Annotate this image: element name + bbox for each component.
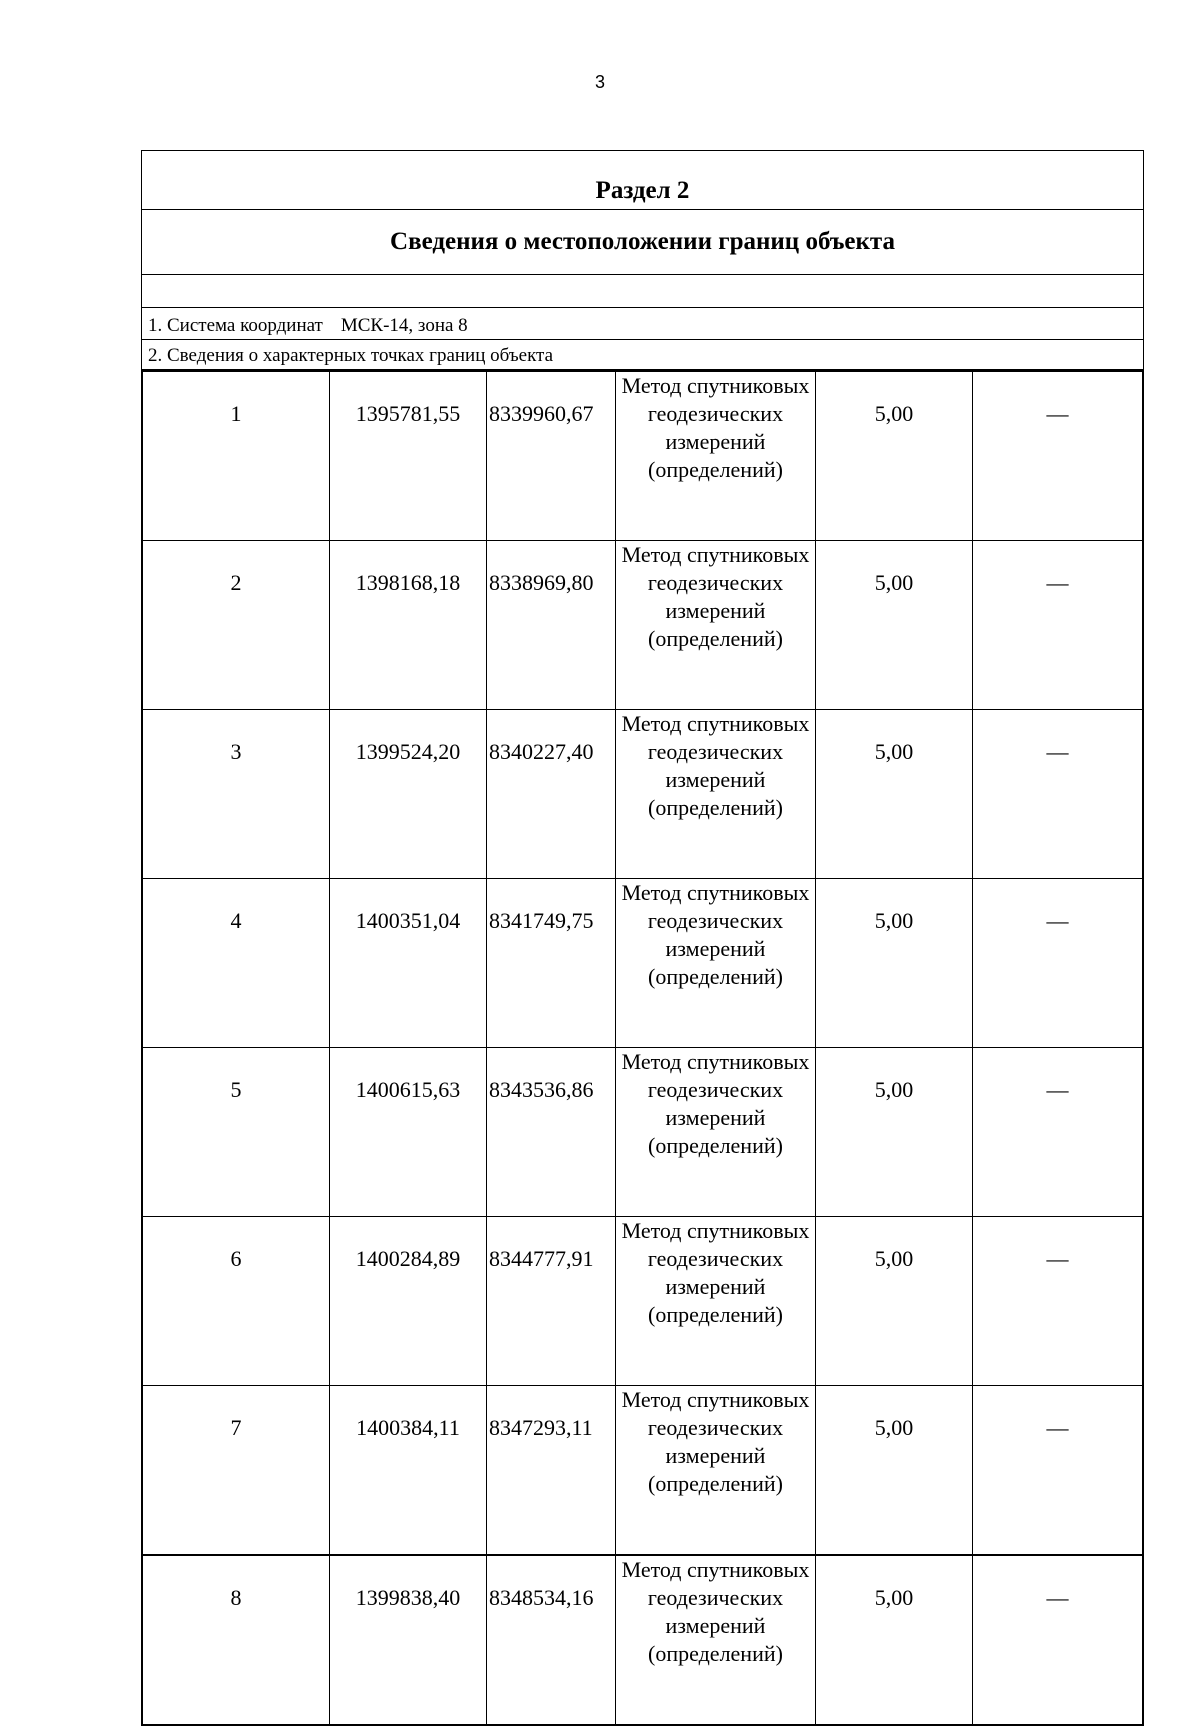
method-cell: Метод спутниковых геодезических измерений (определений): [616, 1048, 816, 1217]
x-coordinate: 1399524,20: [330, 710, 487, 879]
point-number: 2: [143, 541, 330, 710]
error-cell: 5,00: [816, 1048, 973, 1217]
note-cell: —: [973, 1555, 1143, 1725]
y-coordinate: 8347293,11: [487, 1386, 616, 1556]
method-cell: Метод спутниковых геодезических измерений (определений): [616, 710, 816, 879]
table-row: [143, 1555, 1143, 1725]
error-cell: 5,00: [816, 879, 973, 1048]
method-cell: Метод спутниковых геодезических измерений (определений): [616, 1386, 816, 1556]
note-cell: —: [973, 541, 1143, 710]
point-number: 5: [143, 1048, 330, 1217]
table-row: [143, 1048, 1143, 1217]
method-cell: Метод спутниковых геодезических измерений (определений): [616, 541, 816, 710]
point-number: 3: [143, 710, 330, 879]
point-number: 4: [143, 879, 330, 1048]
y-coordinate: 8339960,67: [487, 372, 616, 541]
point-number: 1: [143, 372, 330, 541]
x-coordinate: 1395781,55: [330, 372, 487, 541]
error-cell: 5,00: [816, 1386, 973, 1556]
point-number: 8: [143, 1555, 330, 1725]
section-frame: [141, 150, 1144, 1726]
y-coordinate: 8348534,16: [487, 1555, 616, 1725]
points-table: [142, 372, 1143, 1725]
x-coordinate: 1399838,40: [330, 1555, 487, 1725]
coordinate-system-row: [142, 308, 1143, 340]
table-row: [143, 541, 1143, 710]
method-cell: Метод спутниковых геодезических измерений (определений): [616, 879, 816, 1048]
section-heading: Раздел 2: [595, 177, 690, 204]
method-cell: Метод спутниковых геодезических измерений (определений): [616, 372, 816, 541]
page-number: 3: [594, 72, 605, 92]
table-row: [143, 1217, 1143, 1386]
error-cell: 5,00: [816, 1217, 973, 1386]
y-coordinate: 8343536,86: [487, 1048, 616, 1217]
x-coordinate: 1400384,11: [330, 1386, 487, 1556]
y-coordinate: 8341749,75: [487, 879, 616, 1048]
note-cell: —: [973, 372, 1143, 541]
note-cell: —: [973, 1048, 1143, 1217]
note-cell: —: [973, 710, 1143, 879]
table-row: [143, 879, 1143, 1048]
y-coordinate: 8338969,80: [487, 541, 616, 710]
blank-row: [142, 275, 1143, 308]
error-cell: 5,00: [816, 372, 973, 541]
x-coordinate: 1398168,18: [330, 541, 487, 710]
x-coordinate: 1400351,04: [330, 879, 487, 1048]
method-cell: Метод спутниковых геодезических измерений (определений): [616, 1555, 816, 1725]
coordinate-system-label: 1. Система координат: [148, 315, 323, 336]
method-cell: Метод спутниковых геодезических измерений (определений): [616, 1217, 816, 1386]
table-row: [143, 1386, 1143, 1556]
y-coordinate: 8344777,91: [487, 1217, 616, 1386]
points-heading: 2. Сведения о характерных точках границ объекта: [142, 340, 1143, 372]
table-row: [143, 372, 1143, 541]
note-cell: —: [973, 879, 1143, 1048]
coordinate-system-value: МСК-14, зона 8: [340, 315, 468, 336]
x-coordinate: 1400615,63: [330, 1048, 487, 1217]
note-cell: —: [973, 1386, 1143, 1556]
error-cell: 5,00: [816, 541, 973, 710]
section-heading-row: [142, 151, 1143, 210]
error-cell: 5,00: [816, 710, 973, 879]
error-cell: 5,00: [816, 1555, 973, 1725]
x-coordinate: 1400284,89: [330, 1217, 487, 1386]
y-coordinate: 8340227,40: [487, 710, 616, 879]
point-number: 7: [143, 1386, 330, 1556]
note-cell: —: [973, 1217, 1143, 1386]
document-title: Сведения о местоположении границ объекта: [142, 210, 1143, 275]
point-number: 6: [143, 1217, 330, 1386]
table-row: [143, 710, 1143, 879]
